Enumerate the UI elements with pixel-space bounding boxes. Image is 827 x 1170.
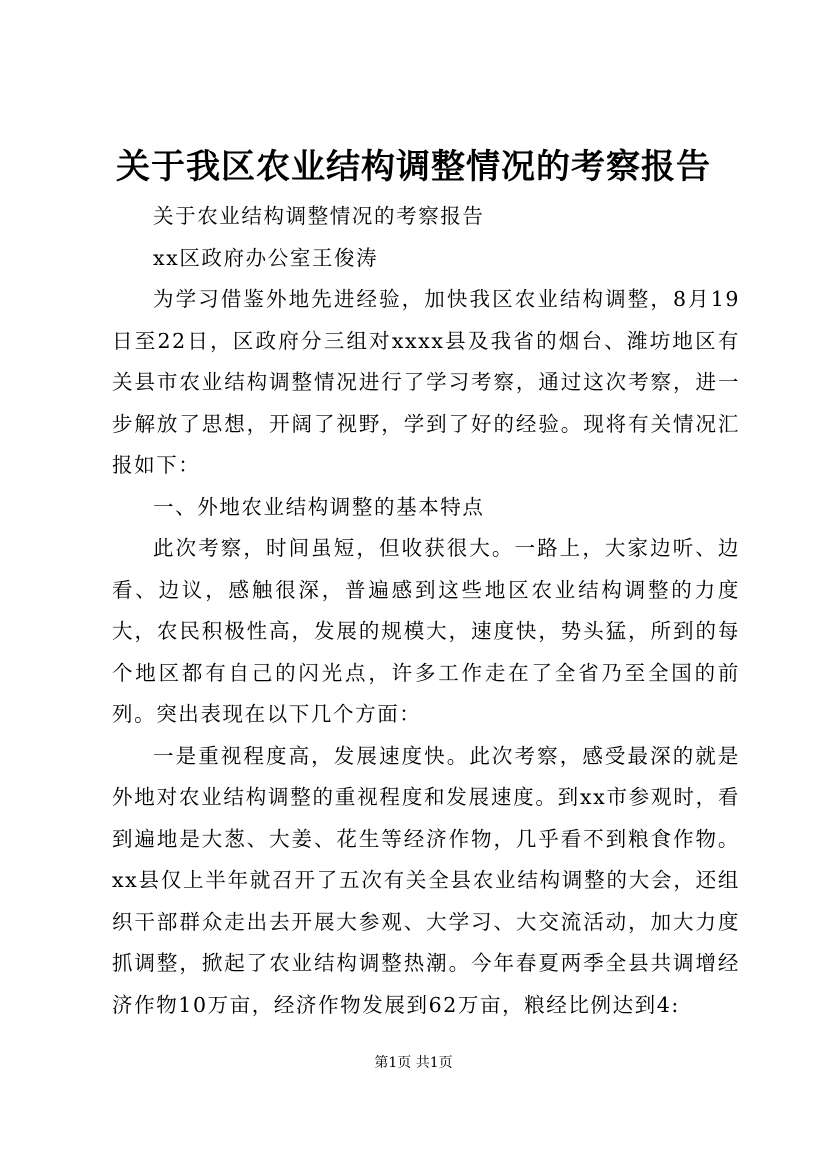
- document-title: 关于我区农业结构调整情况的考察报告: [116, 147, 711, 187]
- body-paragraph: 一是重视程度高，发展速度快。此次考察，感受最深的就是外地对农业结构调整的重视程度和发展速度。到xx市参观时，看到遍地是大葱、大姜、花生等经济作物，几乎看不到粮食作物。xx县仅上半年就召开了五次有关全县农业结构调整的大会，还组织干部群众走出去开展大参观、大学习、大交流活动，加大力度抓调整，掀起了农业结构调整热潮。今年春夏两季全县共调增经济作物10万亩，经济作物发展到62万亩，粮经比例达到4:: [112, 743, 740, 1017]
- document-body: [112, 196, 740, 1026]
- section-heading: 一、外地农业结构调整的基本特点: [153, 494, 485, 519]
- page-footer: 第1页 共1页: [374, 1055, 453, 1071]
- subtitle-paragraph: 关于农业结构调整情况的考察报告: [153, 204, 485, 228]
- body-paragraph: 此次考察，时间虽短，但收获很大。一路上，大家边听、边看、边议，感触很深，普遍感到这些地区农业结构调整的力度大，农民积极性高，发展的规模大，速度快，势头猛，所到的每个地区都有自己的闪光点，许多工作走在了全省乃至全国的前列。突出表现在以下几个方面：: [112, 536, 740, 726]
- author-paragraph: xx区政府办公室王俊涛: [153, 245, 379, 270]
- body-paragraph: 为学习借鉴外地先进经验，加快我区农业结构调整，8月19日至22日，区政府分三组对xxxx县及我省的烟台、潍坊地区有关县市农业结构调整情况进行了学习考察，通过这次考察，进一步解放了思想，开阔了视野，学到了好的经验。现将有关情况汇报如下：: [112, 287, 740, 477]
